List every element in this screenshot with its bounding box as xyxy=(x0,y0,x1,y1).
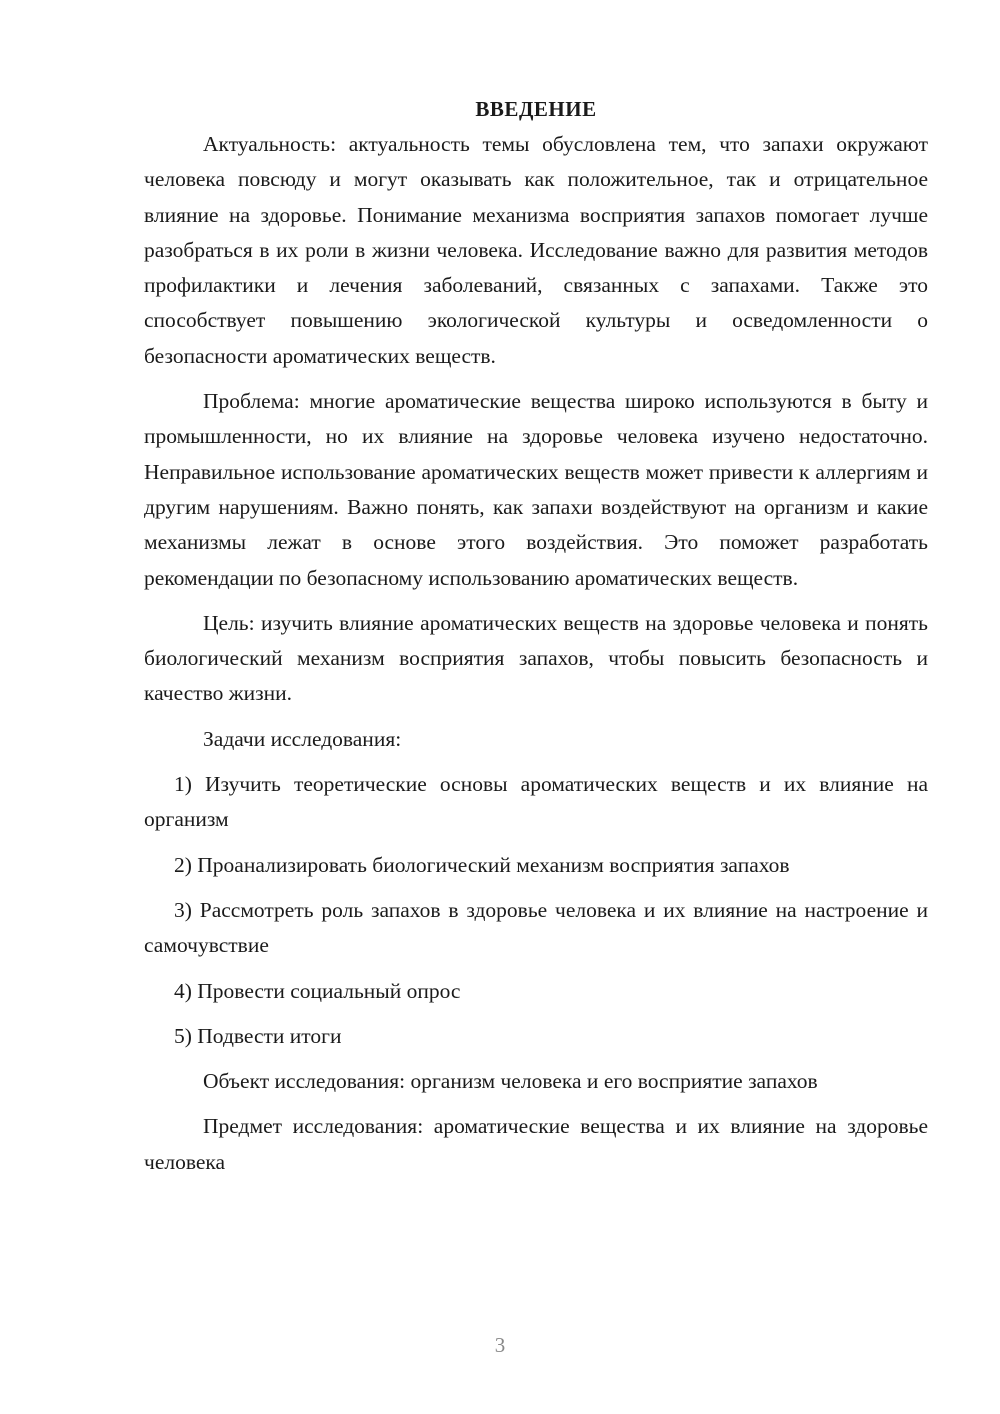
goal-paragraph: Цель: изучить влияние ароматических веществ на здоровье человека и понять биологический механизм восприятия запахов, чтобы повысить безопасность и качество жизни. xyxy=(144,610,928,706)
task-item-4: 4) Провести социальный опрос xyxy=(174,978,461,1003)
object-paragraph: Объект исследования: организм человека и его восприятие запахов xyxy=(203,1069,818,1094)
section-heading: ВВЕДЕНИЕ xyxy=(475,97,597,121)
subject-paragraph: Предмет исследования: ароматические вещества и их влияние на здоровье человека xyxy=(144,1114,928,1174)
document-page xyxy=(144,92,928,1180)
task-item-3: 3) Рассмотреть роль запахов в здоровье человека и их влияние на настроение и самочувствие xyxy=(144,897,928,958)
relevance-paragraph: Актуальность: актуальность темы обусловлена тем, что запахи окружают человека повсюду и могут оказывать как положительное, так и отрицательное влияние на здоровье. Понимание механизма восприятия запахов помогает лучше разобраться в их роли в жизни человека. Исследование важно для развития методов профилактики и лечения заболеваний, связанных с запахами. Также это способствует повышению экологической культуры и осведомленности о безопасности ароматических веществ. xyxy=(144,132,928,368)
page-number: 3 xyxy=(494,1333,506,1357)
tasks-title: Задачи исследования: xyxy=(203,726,402,751)
problem-paragraph: Проблема: многие ароматические вещества широко используются в быту и промышленности, но их влияние на здоровье человека изучено недостаточно. Неправильное использование ароматических веществ может привести к аллергиям и другим нарушениям. Важно понять, как запахи воздействуют на организм и какие механизмы лежат в основе этого воздействия. Это поможет разработать рекомендации по безопасному использованию ароматических веществ. xyxy=(144,389,928,590)
task-item-1: 1) Изучить теоретические основы ароматических веществ и их влияние на организм xyxy=(144,772,928,832)
task-item-2: 2) Проанализировать биологический механизм восприятия запахов xyxy=(174,852,790,877)
task-item-5: 5) Подвести итоги xyxy=(174,1023,342,1048)
